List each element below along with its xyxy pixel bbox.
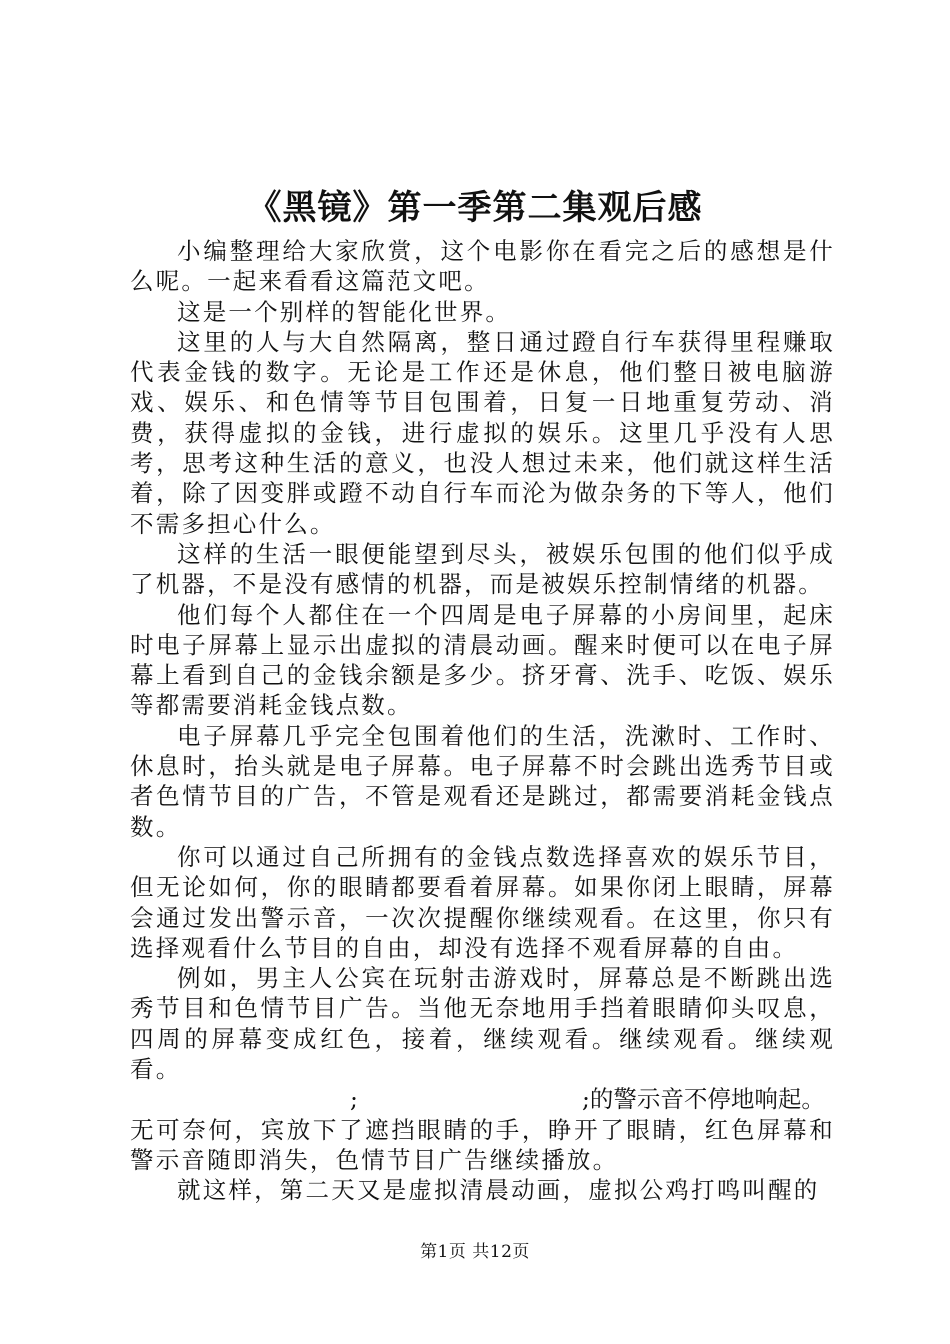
paragraph-3: 这样的生活一眼便能望到尽头，被娱乐包围的他们似乎成了机器，不是没有感情的机器，而是被娱乐控制情绪的机器。: [130, 539, 835, 599]
paragraph-intro: 小编整理给大家欣赏，这个电影你在看完之后的感想是什么呢。一起来看看这篇范文吧。: [130, 237, 835, 296]
paragraph-5: 电子屏幕几乎完全包围着他们的生活，洗漱时、工作时、休息时，抬头就是电子屏幕。电子屏幕不时会跳出选秀节目或者色情节目的广告，不管是观看还是跳过，都需要消耗金钱点数。: [130, 721, 835, 841]
page-title: 《黑镜》第一季第二集观后感: [247, 188, 703, 228]
semicolon-line: [130, 1084, 835, 1114]
document-body: [130, 236, 835, 1206]
page-footer: 第1页 共12页: [420, 1242, 530, 1262]
paragraph-4: 他们每个人都住在一个四周是电子屏幕的小房间里，起床时电子屏幕上显示出虚拟的清晨动画。醒来时便可以在电子屏幕上看到自己的金钱余额是多少。挤牙膏、洗手、吃饭、娱乐等都需要消耗金钱点数。: [130, 600, 835, 720]
semicolon-mark-2: ;的警示音不停地响起。: [582, 1085, 825, 1114]
semicolon-mark-1: ;: [350, 1085, 358, 1114]
paragraph-7-tail: 无可奈何，宾放下了遮挡眼睛的手，睁开了眼睛，红色屏幕和警示音随即消失，色情节目广告继续播放。: [130, 1115, 835, 1174]
paragraph-2: 这里的人与大自然隔离，整日通过蹬自行车获得里程赚取代表金钱的数字。无论是工作还是休息，他们整日被电脑游戏、娱乐、和色情等节目包围着，日复一日地重复劳动、消费，获得虚拟的金钱，进行虚拟的娱乐。这里几乎没有人思考，思考这种生活的意义，也没人想过未来，他们就这样生活着，除了因变胖或蹬不动自行车而沦为做杂务的下等人，他们不需多担心什么。: [130, 327, 835, 538]
paragraph-8: 就这样，第二天又是虚拟清晨动画，虚拟公鸡打鸣叫醒的: [177, 1176, 820, 1205]
paragraph-6: 你可以通过自己所拥有的金钱点数选择喜欢的娱乐节目，但无论如何，你的眼睛都要看着屏幕。如果你闭上眼睛，屏幕会通过发出警示音，一次次提醒你继续观看。在这里，你只有选择观看什么节目的自由，却没有选择不观看屏幕的自由。: [130, 842, 835, 962]
paragraph-1: 这是一个别样的智能化世界。: [177, 297, 512, 326]
paragraph-7: 例如，男主人公宾在玩射击游戏时，屏幕总是不断跳出选秀节目和色情节目广告。当他无奈地用手挡着眼睛仰头叹息，四周的屏幕变成红色，接着，继续观看。继续观看。继续观看。: [130, 964, 835, 1084]
